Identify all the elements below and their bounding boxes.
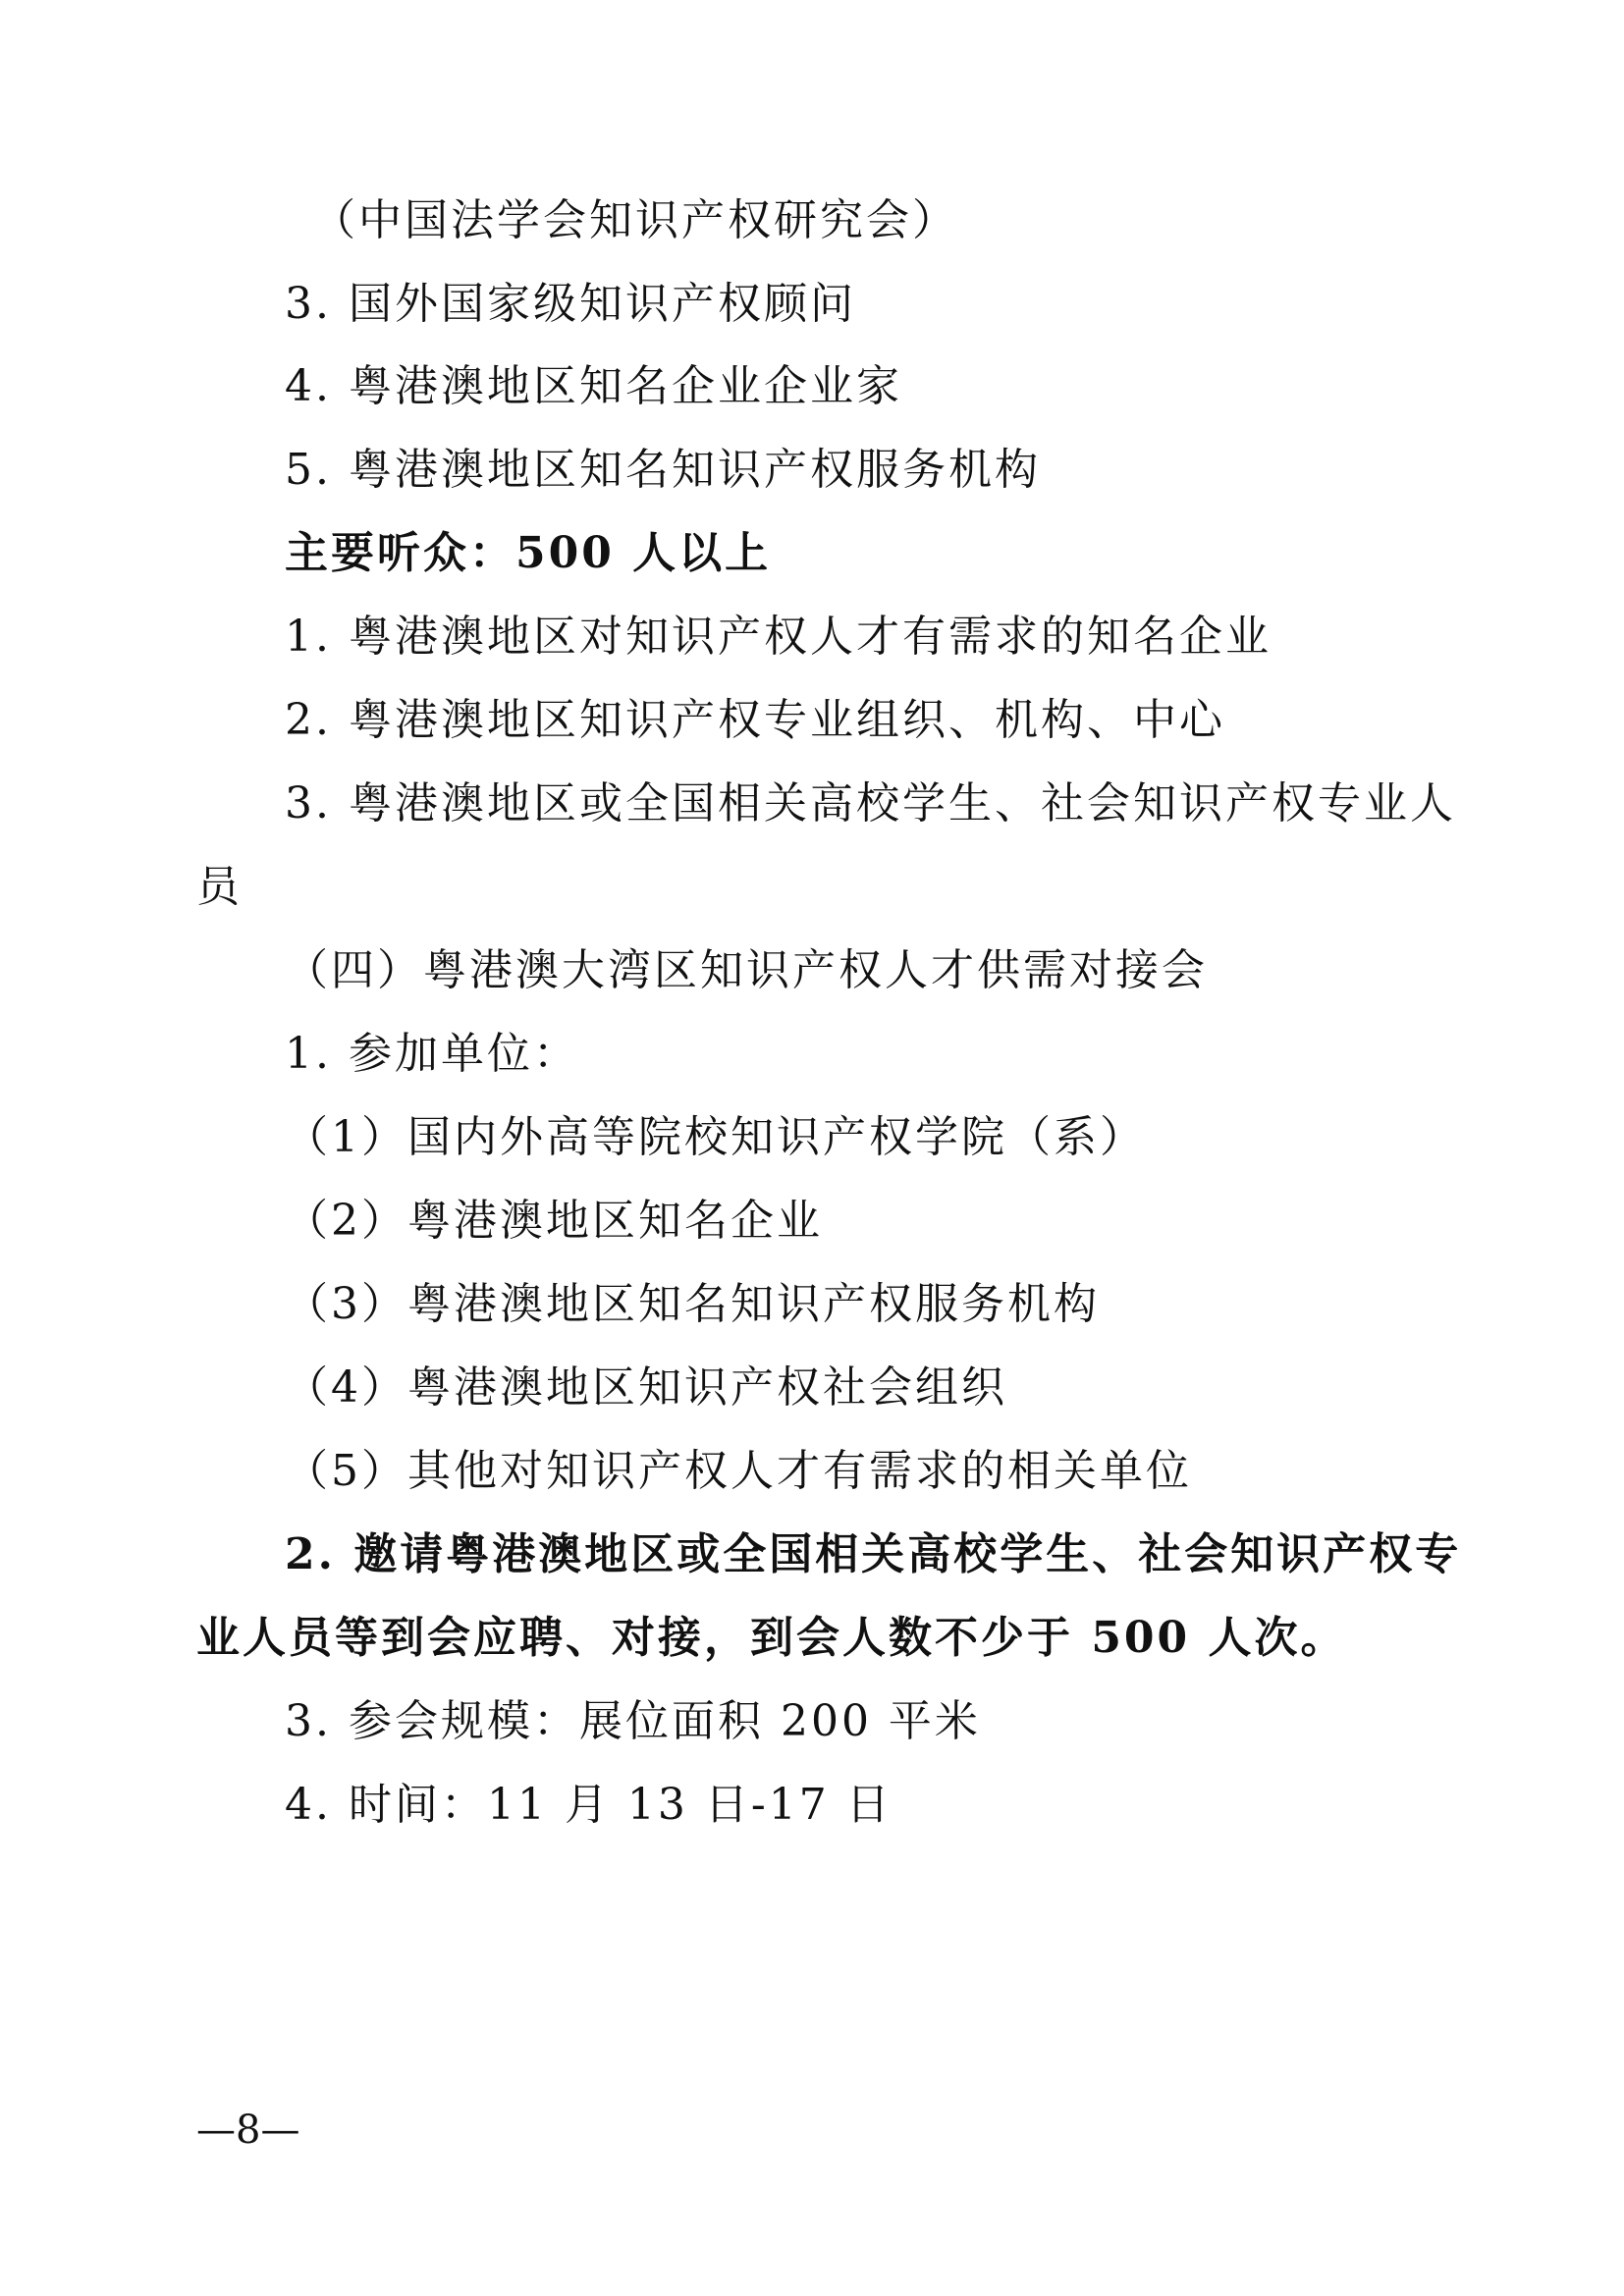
text-line-20: 4. 时间：11 月 13 日-17 日 bbox=[285, 1780, 893, 1830]
text-line-2: 3. 国外国家级知识产权顾问 bbox=[285, 279, 856, 329]
text-line-17: 2. 邀请粤港澳地区或全国相关高校学生、社会知识产权专 bbox=[285, 1529, 1462, 1579]
text-line-15: （4）粤港澳地区知识产权社会组织 bbox=[285, 1362, 1007, 1413]
text-line-12: （1）国内外高等院校知识产权学院（系） bbox=[285, 1112, 1146, 1162]
text-line-13: （2）粤港澳地区知名企业 bbox=[285, 1196, 823, 1246]
page-number: —8— bbox=[196, 2108, 300, 2153]
text-line-7: 2. 粤港澳地区知识产权专业组织、机构、中心 bbox=[285, 695, 1225, 745]
text-line-10: （四）粤港澳大湾区知识产权人才供需对接会 bbox=[285, 945, 1208, 995]
text-line-4: 5. 粤港澳地区知名知识产权服务机构 bbox=[285, 445, 1041, 495]
text-line-19: 3. 参会规模：展位面积 200 平米 bbox=[285, 1696, 981, 1746]
text-line-6: 1. 粤港澳地区对知识产权人才有需求的知名企业 bbox=[285, 612, 1272, 662]
text-line-14: （3）粤港澳地区知名知识产权服务机构 bbox=[285, 1279, 1100, 1329]
text-line-18: 业人员等到会应聘、对接，到会人数不少于 500 人次。 bbox=[196, 1613, 1347, 1663]
text-line-11: 1. 参加单位： bbox=[285, 1029, 579, 1079]
text-line-8: 3. 粤港澳地区或全国相关高校学生、社会知识产权专业人 bbox=[285, 778, 1456, 828]
text-line-5: 主要听众：500 人以上 bbox=[285, 528, 772, 578]
text-line-3: 4. 粤港澳地区知名企业企业家 bbox=[285, 361, 902, 411]
text-line-9: 员 bbox=[196, 862, 243, 912]
text-line-16: （5）其他对知识产权人才有需求的相关单位 bbox=[285, 1446, 1192, 1496]
text-line-1: （中国法学会知识产权研究会） bbox=[312, 195, 958, 245]
